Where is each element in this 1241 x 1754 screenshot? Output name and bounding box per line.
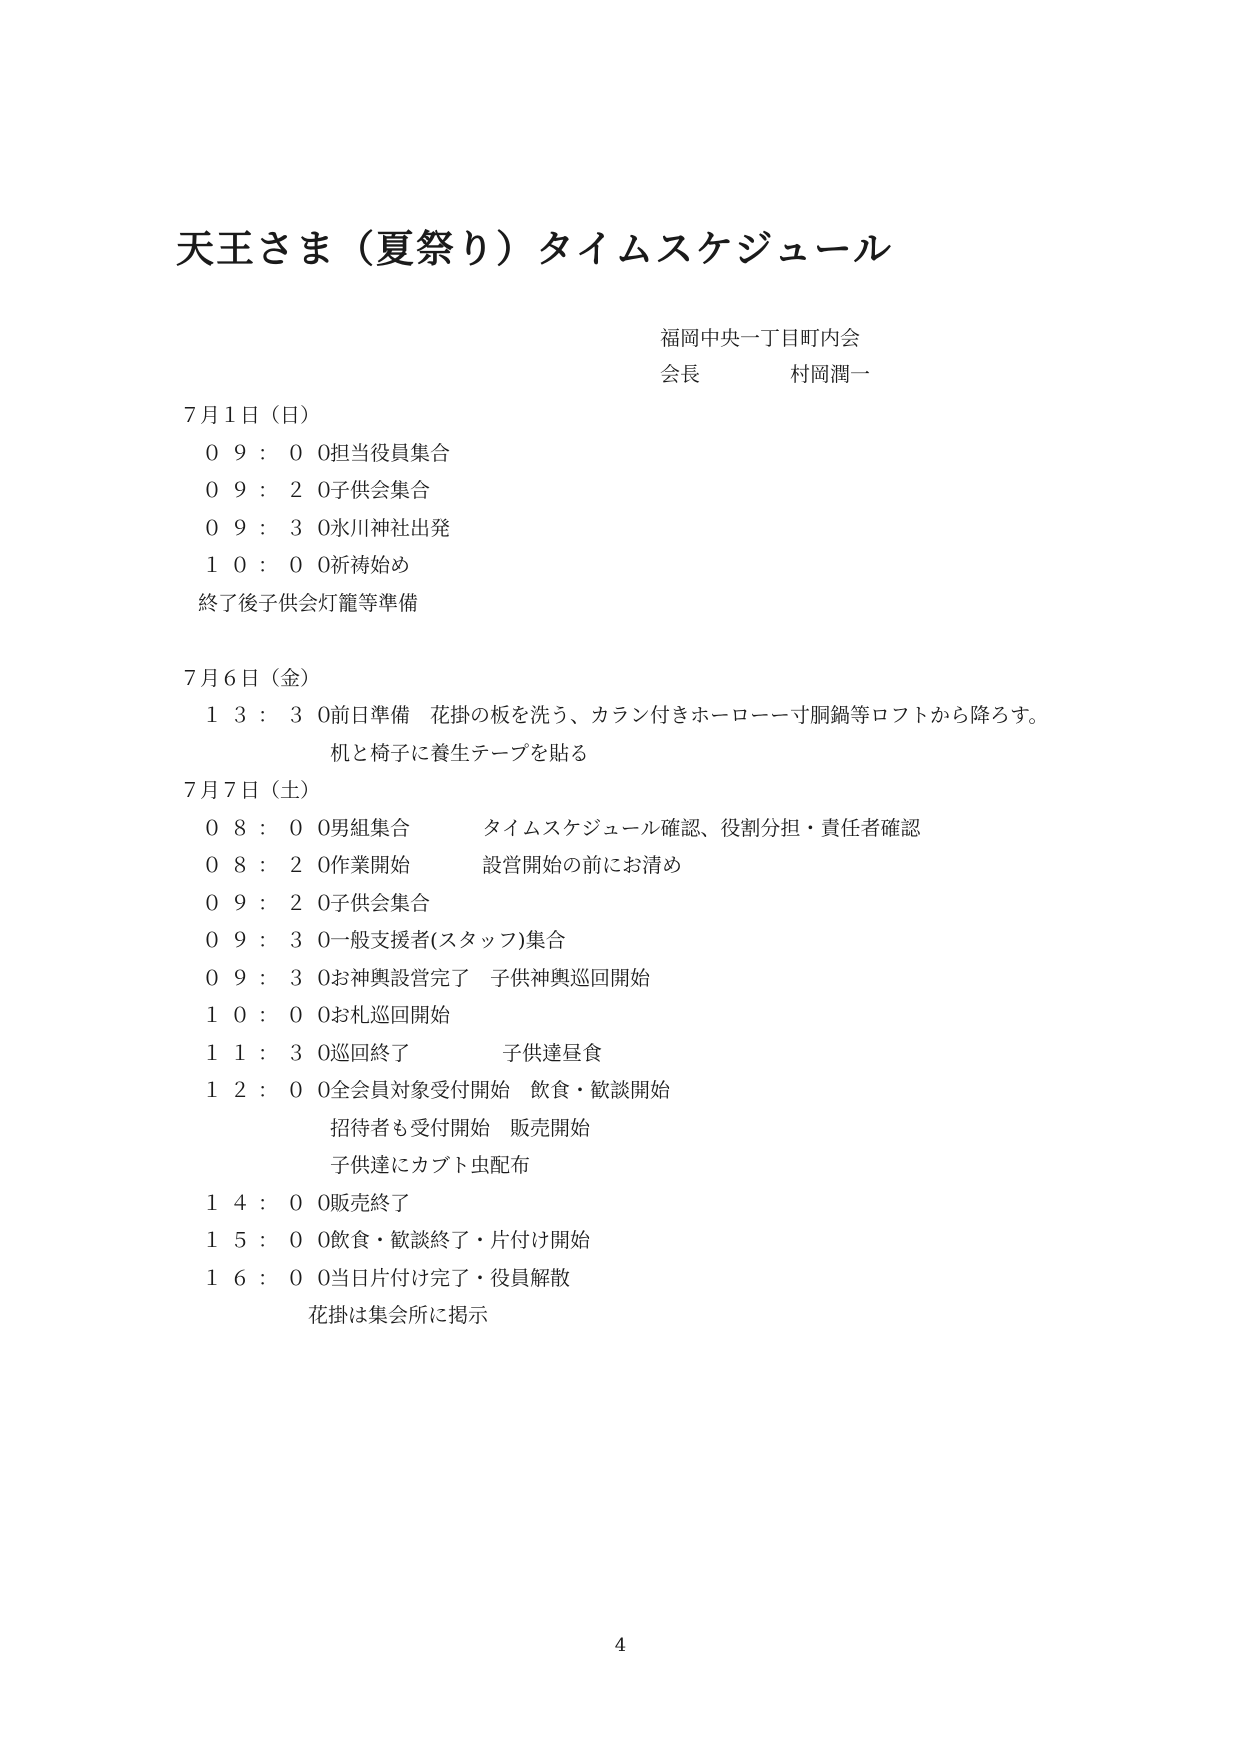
day-heading: ７月６日（金） [180,665,320,690]
schedule-row [180,510,1130,548]
day-heading: ７月１日（日） [180,403,320,427]
schedule-text: お札巡回開始 [330,1003,450,1027]
schedule-time: １４：００ [202,1190,342,1215]
schedule-time: ０８：００ [202,815,342,840]
day-heading: ７月７日（土） [180,778,320,802]
schedule [180,397,1130,1335]
chairman-name: 村岡潤一 [790,362,870,386]
schedule-time: １３：３０ [202,703,342,727]
page-title: 天王さま（夏祭り）タイムスケジュール [176,227,893,271]
schedule-text: 全会員対象受付開始 飲食・歓談開始 [330,1078,670,1102]
schedule-row [180,997,1130,1035]
schedule-time: ０９：３０ [202,965,342,990]
schedule-row [180,885,1130,923]
schedule-row [180,1147,1130,1185]
schedule-text: 子供達にカブト虫配布 [330,1153,530,1177]
schedule-text: 招待者も受付開始 販売開始 [330,1115,590,1140]
schedule-text: お神輿設営完了 子供神輿巡回開始 [330,965,650,990]
schedule-text: 前日準備 花掛の板を洗う、カラン付きホーローー寸胴鍋等ロフトから降ろす。 [330,703,1049,727]
schedule-row [180,735,1130,773]
schedule-text: 机と椅子に養生テープを貼る [330,740,589,765]
schedule-text: 担当役員集合 [330,440,450,465]
schedule-row [180,1110,1130,1148]
page-number: 4 [614,1635,627,1656]
schedule-time: ０９：２０ [202,890,342,915]
schedule-row [180,1185,1130,1223]
schedule-text: 一般支援者(スタッフ)集合 [330,928,566,952]
spacer [180,622,1130,660]
schedule-text: 子供会集合 [330,478,430,502]
chairman-role: 会長 [660,362,700,386]
schedule-time: ０９：００ [202,440,342,465]
schedule-detail: 子供達昼食 [502,1040,602,1065]
schedule-text: 巡回終了 [330,1040,410,1065]
schedule-row [180,960,1130,998]
schedule-time: １０：００ [202,553,342,577]
schedule-note: 終了後子供会灯籠等準備 [198,590,418,615]
chairman-line [660,356,870,392]
schedule-text: 子供会集合 [330,890,430,915]
schedule-time: １５：００ [202,1228,342,1252]
schedule-detail: 設営開始の前にお清め [482,853,682,877]
schedule-row [180,435,1130,473]
schedule-text: 作業開始 [330,853,410,877]
schedule-detail: タイムスケジュール確認、役割分担・責任者確認 [482,815,921,840]
schedule-text: 男組集合 [330,815,410,840]
schedule-note: 花掛は集会所に掲示 [308,1303,488,1327]
schedule-time: １６：００ [202,1265,342,1290]
schedule-text: 祈祷始め [330,553,410,577]
schedule-text: 氷川神社出発 [330,515,450,540]
schedule-row [180,1222,1130,1260]
schedule-time: ０９：３０ [202,928,342,952]
schedule-row [180,922,1130,960]
schedule-row [180,697,1130,735]
organization-name: 福岡中央一丁目町内会 [660,326,860,350]
schedule-time: １０：００ [202,1003,342,1027]
schedule-row [180,847,1130,885]
schedule-row [180,1035,1130,1073]
schedule-row [180,810,1130,848]
schedule-row [180,1072,1130,1110]
schedule-time: ０８：２０ [202,853,342,877]
schedule-row [180,472,1130,510]
schedule-row [180,547,1130,585]
schedule-text: 飲食・歓談終了・片付け開始 [330,1228,590,1252]
organizer-block [660,320,870,392]
schedule-time: ０９：２０ [202,478,342,502]
schedule-time: ０９：３０ [202,515,342,540]
schedule-time: １２：００ [202,1078,342,1102]
schedule-text: 当日片付け完了・役員解散 [330,1265,570,1290]
schedule-time: １１：３０ [202,1040,342,1065]
schedule-row [180,1260,1130,1298]
schedule-text: 販売終了 [330,1190,410,1215]
